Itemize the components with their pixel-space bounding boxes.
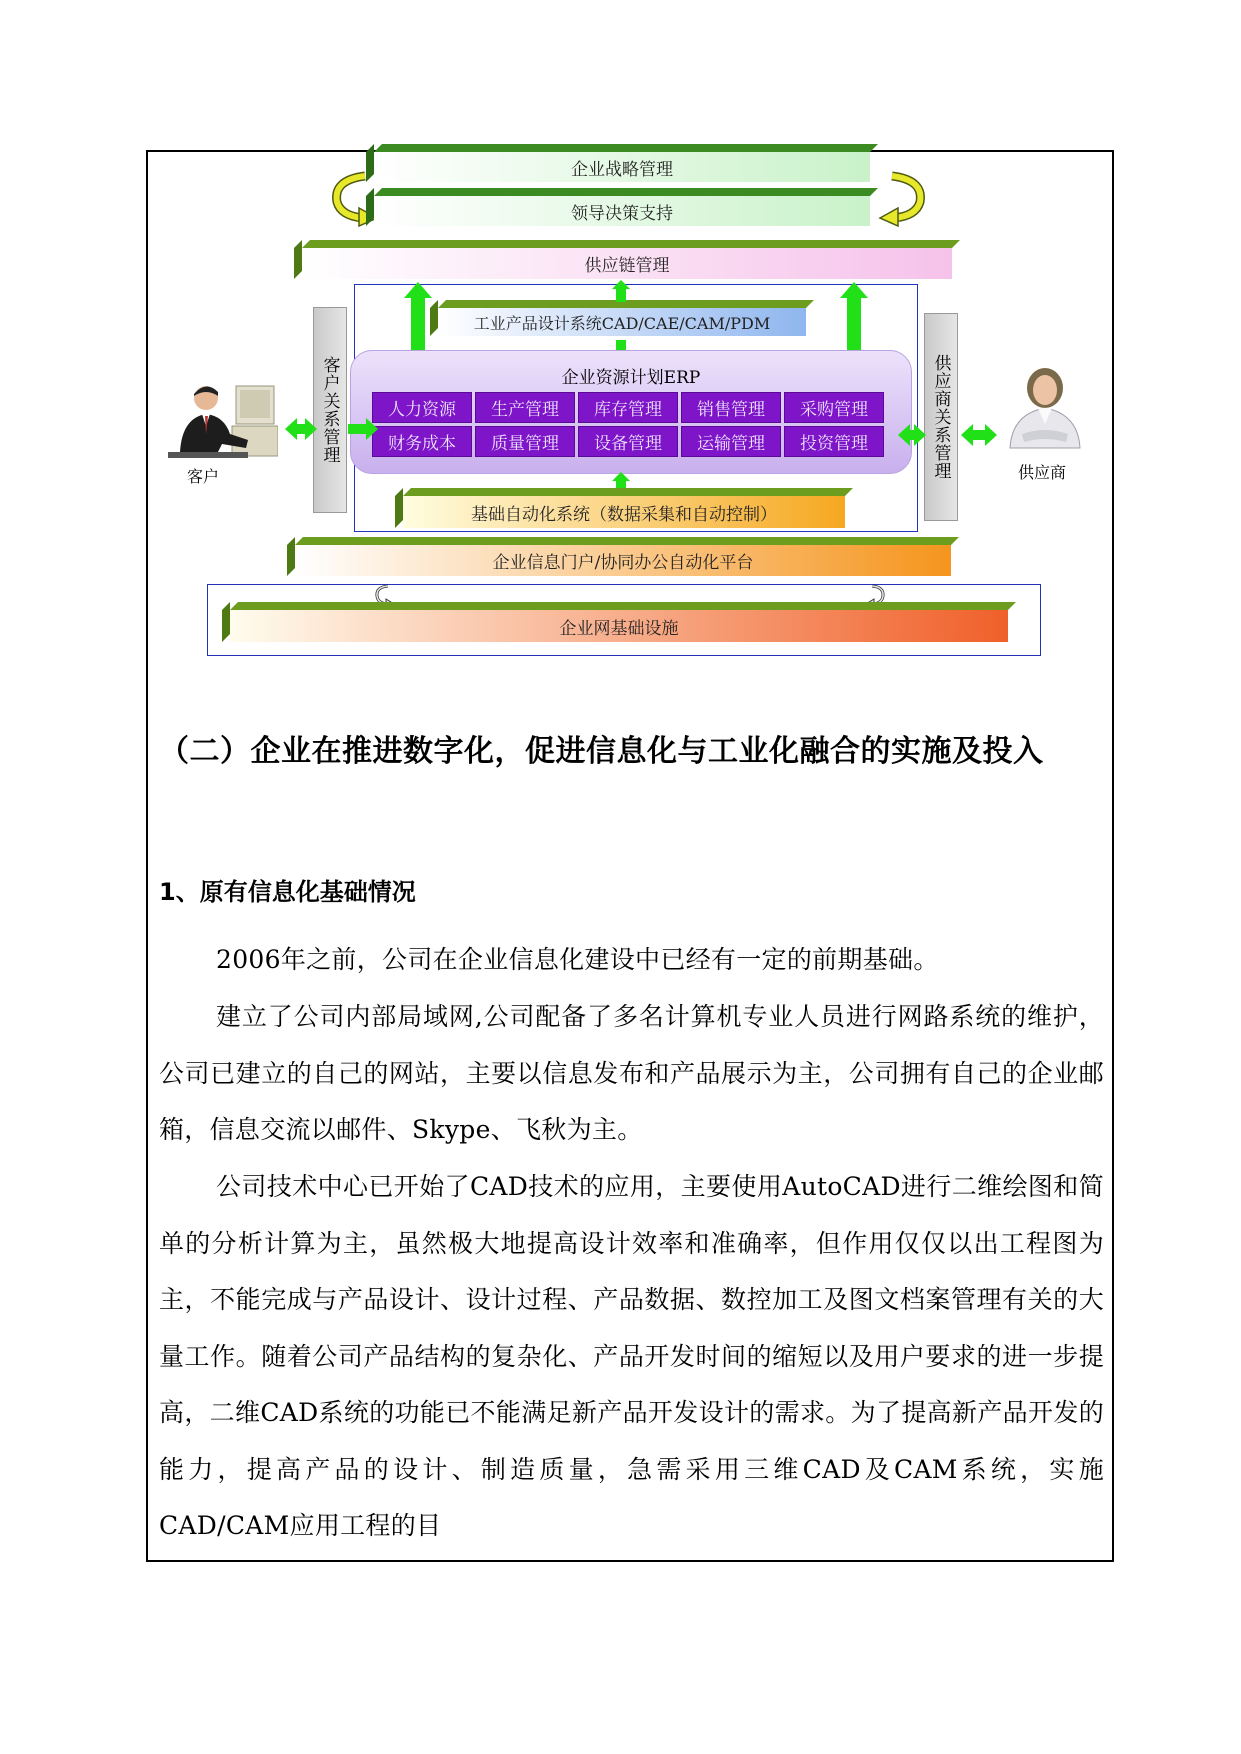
bar-decision: 领导决策支持 [374, 196, 870, 226]
erp-module: 投资管理 [784, 426, 884, 457]
supplier-label: 供应商 [1018, 463, 1067, 482]
erp-module: 采购管理 [784, 392, 884, 423]
bar-cad-system: 工业产品设计系统CAD/CAE/CAM/PDM [438, 308, 806, 336]
erp-module: 财务成本 [372, 426, 472, 457]
paragraph: 2006年之前，公司在企业信息化建设中已经有一定的前期基础。 [216, 945, 939, 974]
erp-title: 企业资源计划ERP [561, 368, 701, 388]
crm-bar: 客户关系管理 [313, 307, 347, 513]
erp-module: 销售管理 [681, 392, 781, 423]
cycle-right-arrow-icon [872, 168, 932, 228]
customer-label: 客户 [187, 467, 220, 486]
erp-module: 库存管理 [578, 392, 678, 423]
erp-module: 运输管理 [681, 426, 781, 457]
srm-bar: 供应商关系管理 [924, 313, 958, 521]
erp-module: 设备管理 [578, 426, 678, 457]
bar-strategy: 企业战略管理 [374, 152, 870, 182]
erp-module: 生产管理 [475, 392, 575, 423]
erp-module: 人力资源 [372, 392, 472, 423]
subsection-heading: 1、原有信息化基础情况 [159, 878, 416, 906]
bar-supply-chain: 供应链管理 [302, 248, 952, 279]
supplier-person-icon [1000, 362, 1090, 450]
bar-portal: 企业信息门户/协同办公自动化平台 [295, 545, 951, 576]
section-heading: （二）企业在推进数字化，促进信息化与工业化融合的实施及投入 [159, 734, 1044, 769]
bar-network: 企业网基础设施 [230, 610, 1008, 642]
bar-automation: 基础自动化系统（数据采集和自动控制） [403, 496, 845, 528]
paragraph: 建立了公司内部局域网,公司配备了多名计算机专业人员进行网路系统的维护，公司已建立的自己的网站，主要以信息发布和产品展示为主，公司拥有自己的企业邮箱，信息交流以邮件、Skype、飞秋为主。 [159, 1002, 1104, 1144]
erp-module: 质量管理 [475, 426, 575, 457]
customer-person-icon [158, 378, 278, 462]
paragraph: 公司技术中心已开始了CAD技术的应用，主要使用AutoCAD进行二维绘图和简单的分析计算为主，虽然极大地提高设计效率和准确率，但作用仅仅以出工程图为主，不能完成与产品设计、设计过程、产品数据、数控加工及图文档案管理有关的大量工作。随着公司产品结构的复杂化、产品开发时间的缩短以及用户要求的进一步提高，二维CAD系统的功能已不能满足新产品开发设计的需求。为了提高新产品开发的能力，提高产品的设计、制造质量，急需采用三维CAD及CAM系统，实施CAD/CAM应用工程的目 [159, 1172, 1104, 1540]
